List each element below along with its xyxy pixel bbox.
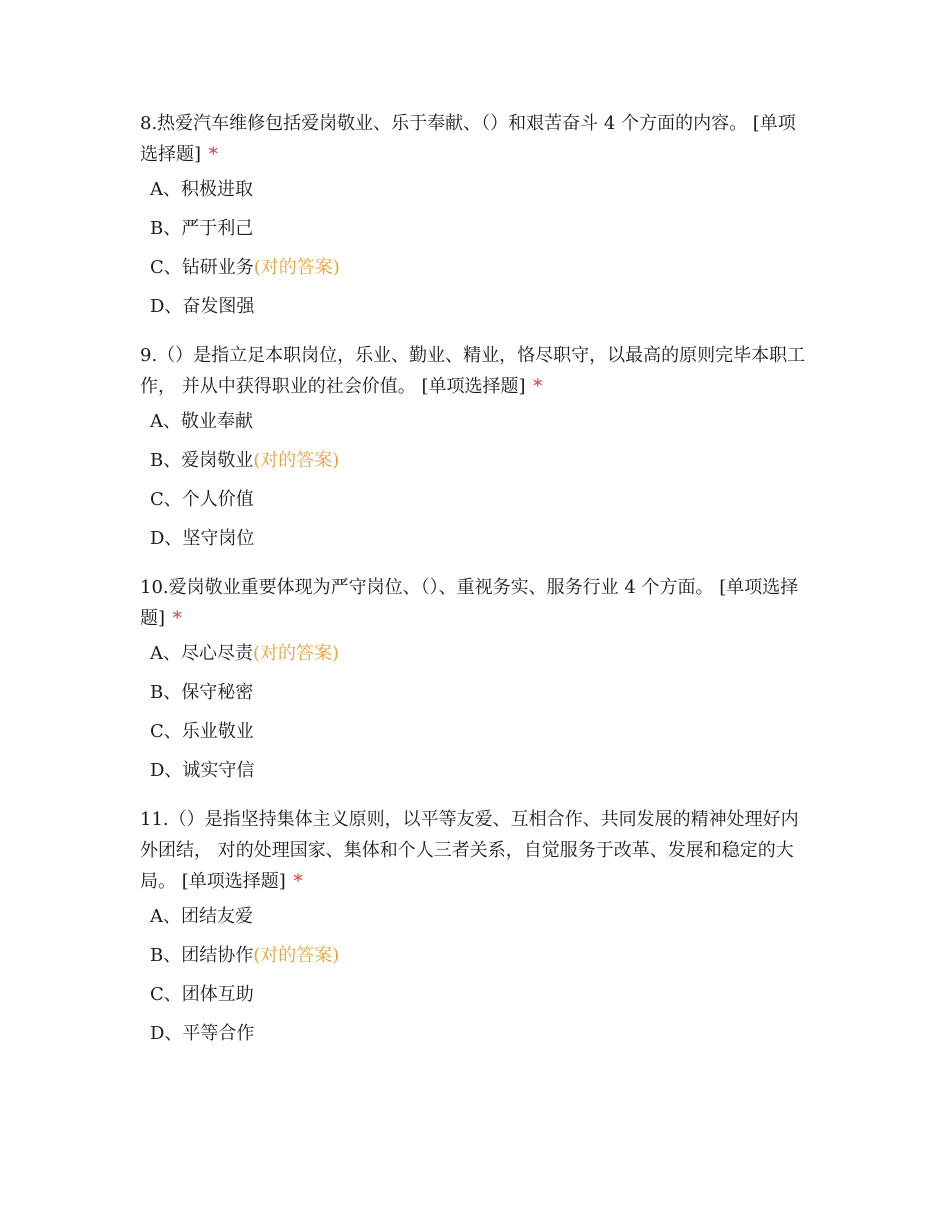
correct-answer-note: (对的答案)	[253, 257, 340, 278]
option-label: D、奋发图强	[150, 296, 255, 317]
question-stem: 11.（）是指坚持集体主义原则，以平等友爱、互相合作、共同发展的精神处理好内外团结， 对的处理国家、集体和个人三者关系，自觉服务于改革、发展和稳定的大局。 [单项选择题]	[140, 809, 799, 892]
option-c[interactable]	[140, 983, 812, 1022]
correct-answer-note: (对的答案)	[253, 945, 340, 966]
question-8	[140, 108, 812, 334]
option-b[interactable]	[140, 449, 812, 488]
option-a[interactable]	[140, 178, 812, 217]
option-a[interactable]	[140, 410, 812, 449]
question-stem: 8.热爱汽车维修包括爱岗敬业、乐于奉献、（）和艰苦奋斗 4 个方面的内容。 [单项选择题]	[140, 113, 796, 165]
question-10	[140, 572, 812, 798]
option-d[interactable]	[140, 759, 812, 798]
option-label: D、坚守岗位	[150, 528, 255, 549]
option-d[interactable]	[140, 527, 812, 566]
option-c[interactable]	[140, 720, 812, 759]
required-mark: *	[533, 376, 543, 397]
option-label: C、乐业敬业	[150, 721, 254, 742]
option-label: D、平等合作	[150, 1023, 255, 1044]
question-text	[140, 572, 812, 634]
option-label: B、保守秘密	[150, 682, 254, 703]
required-mark: *	[293, 871, 303, 892]
question-stem: 10.爱岗敬业重要体现为严守岗位、（）、重视务实、服务行业 4 个方面。 [单项选择题]	[140, 577, 799, 629]
option-a[interactable]	[140, 642, 812, 681]
option-label: D、诚实守信	[150, 760, 255, 781]
option-b[interactable]	[140, 217, 812, 256]
required-mark: *	[208, 144, 218, 165]
option-c[interactable]	[140, 256, 812, 295]
option-label: C、个人价值	[150, 489, 254, 510]
option-label: A、敬业奉献	[150, 411, 253, 432]
required-mark: *	[172, 608, 182, 629]
option-label: B、爱岗敬业	[150, 450, 254, 471]
option-b[interactable]	[140, 681, 812, 720]
question-stem: 9.（）是指立足本职岗位，乐业、勤业、精业，恪尽职守，以最高的原则完毕本职工作， 并从中获得职业的社会价值。 [单项选择题]	[140, 345, 806, 397]
option-d[interactable]	[140, 295, 812, 334]
question-list	[140, 108, 812, 1067]
option-label: A、团结友爱	[150, 906, 253, 927]
option-label: C、团体互助	[150, 984, 254, 1005]
option-label: A、尽心尽责	[150, 643, 253, 664]
question-9	[140, 340, 812, 566]
option-label: A、积极进取	[150, 179, 253, 200]
option-label: C、钻研业务	[150, 257, 254, 278]
option-label: B、团结协作	[150, 945, 254, 966]
question-text	[140, 340, 812, 402]
option-d[interactable]	[140, 1022, 812, 1061]
question-text	[140, 804, 812, 897]
correct-answer-note: (对的答案)	[253, 450, 340, 471]
question-11	[140, 804, 812, 1061]
option-label: B、严于利己	[150, 218, 254, 239]
question-text	[140, 108, 812, 170]
option-b[interactable]	[140, 944, 812, 983]
option-c[interactable]	[140, 488, 812, 527]
correct-answer-note: (对的答案)	[253, 643, 340, 664]
option-a[interactable]	[140, 905, 812, 944]
